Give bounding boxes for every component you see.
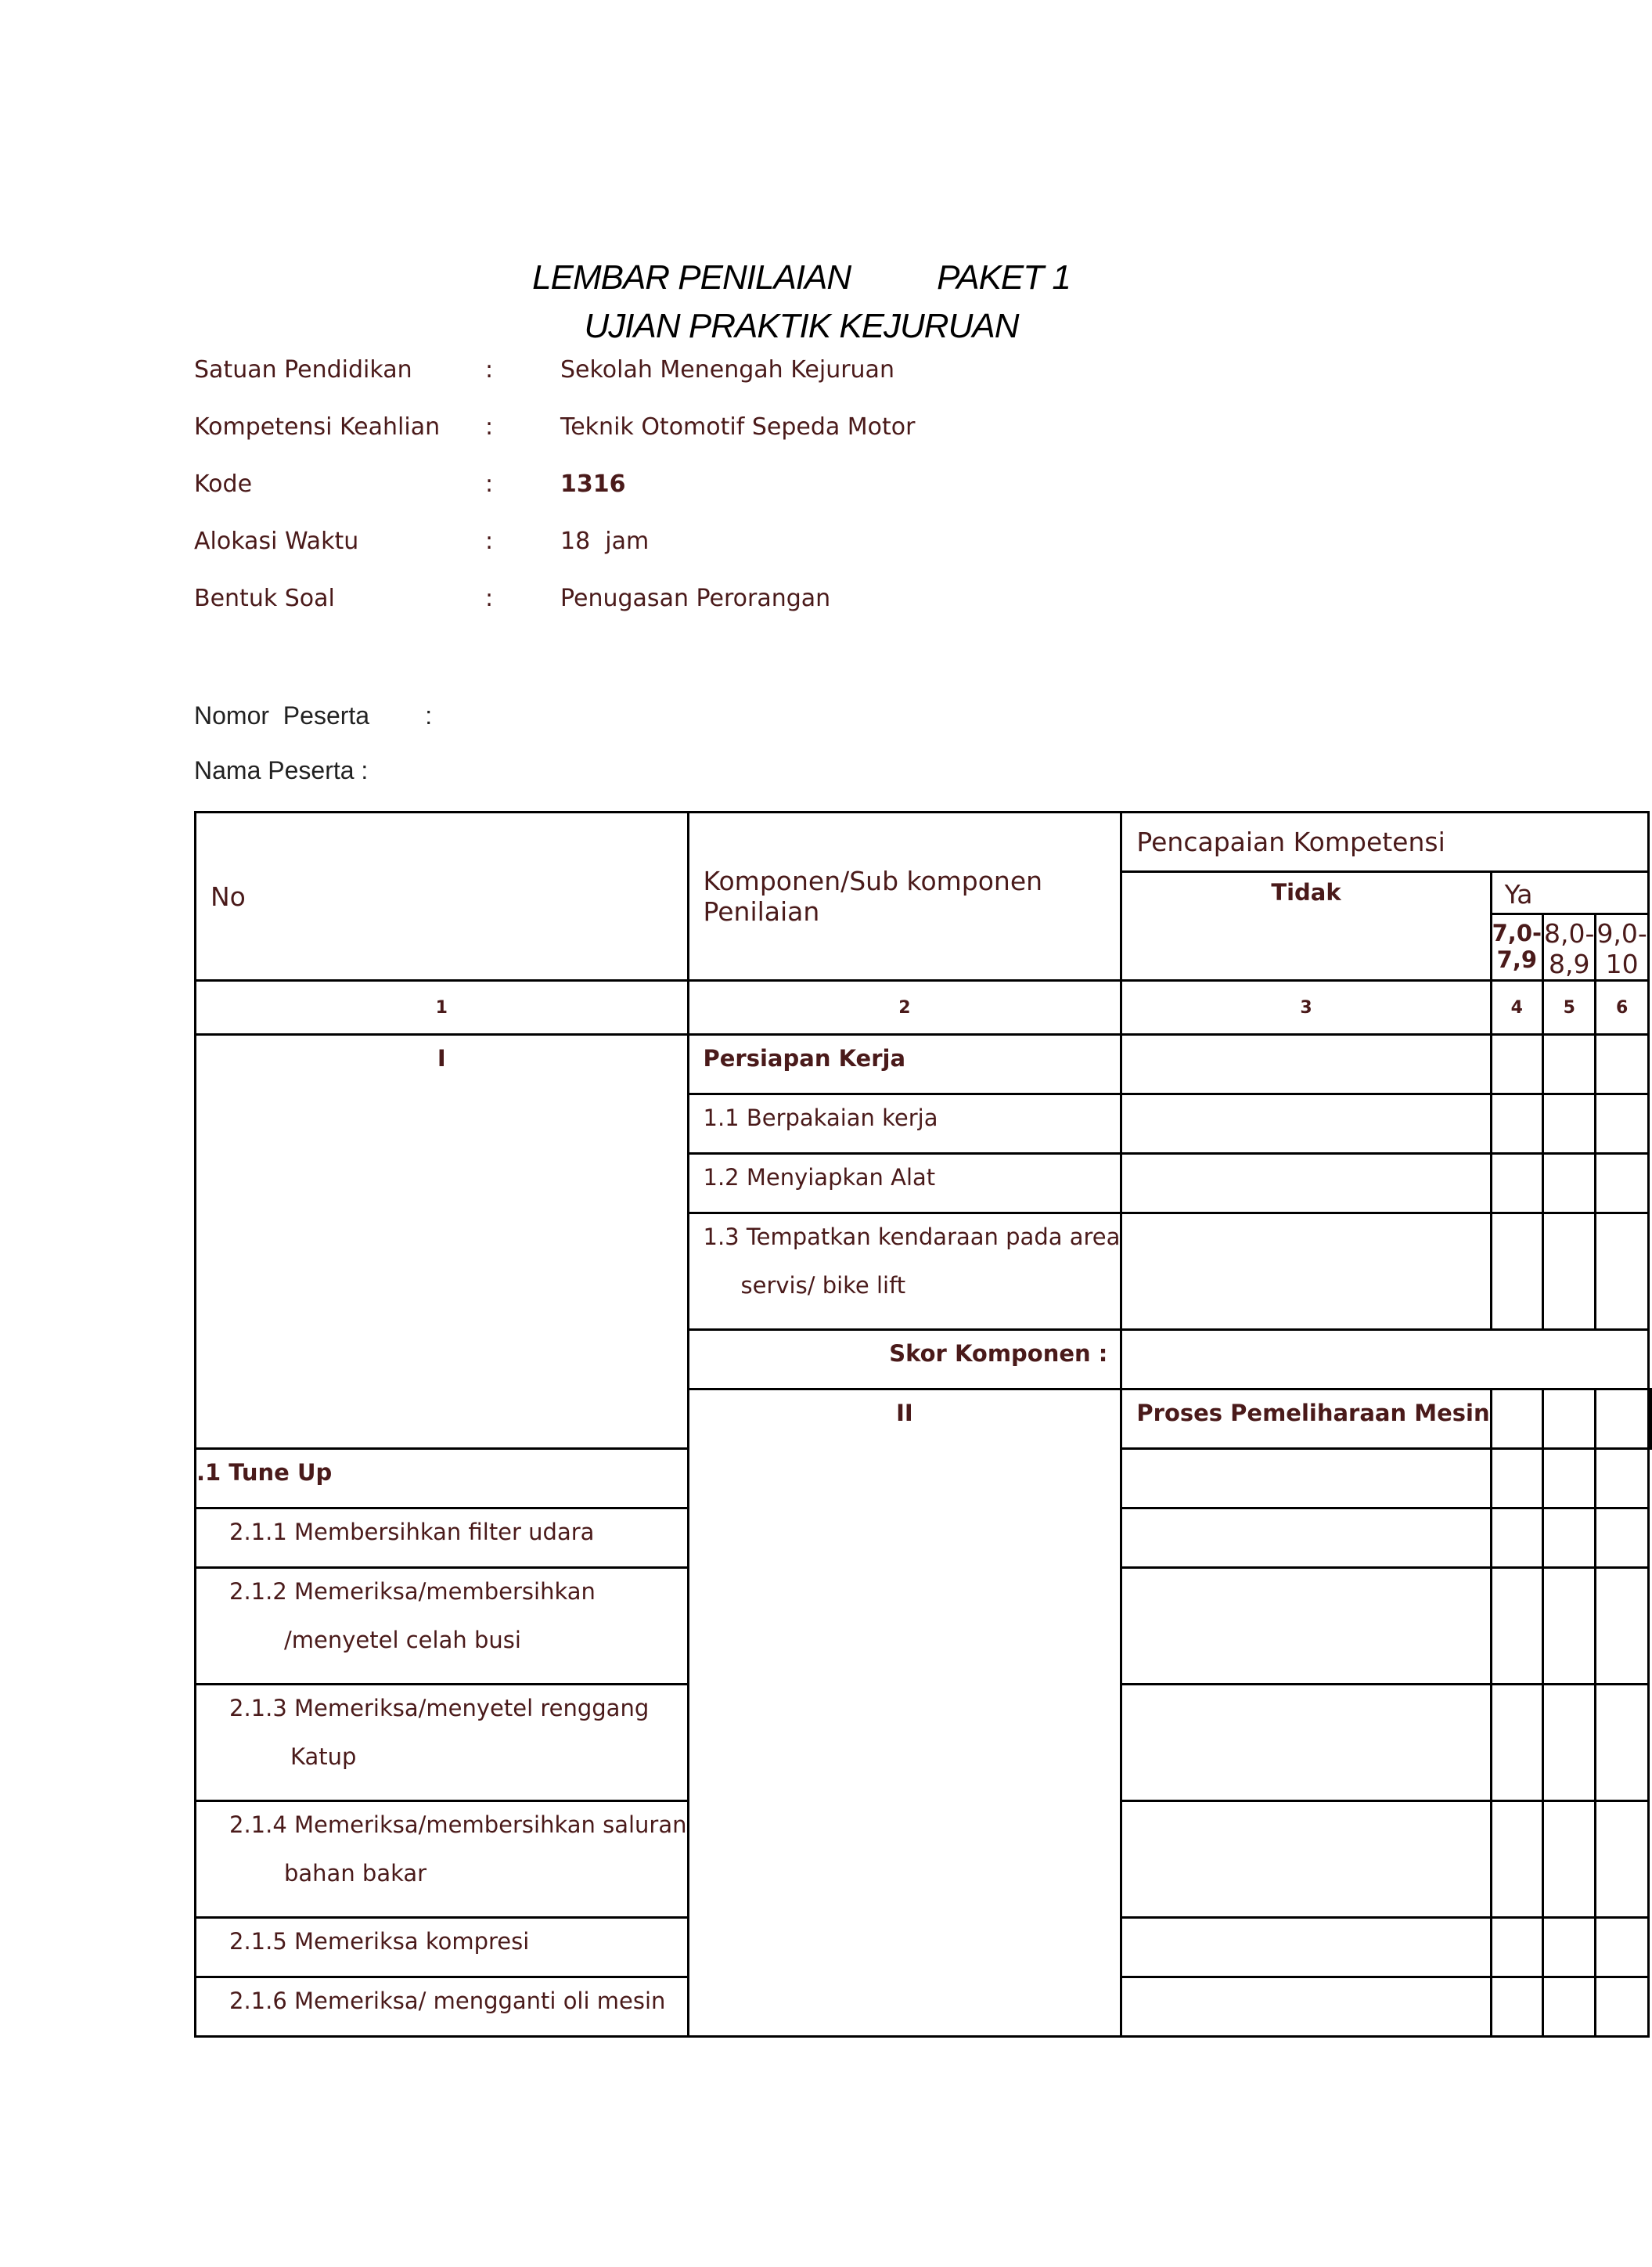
score-cell-tidak[interactable] (1491, 1389, 1542, 1449)
colnum-2: 2 (688, 981, 1121, 1035)
item-label: 2.1.6 Memeriksa/ mengganti oli mesin (196, 1977, 689, 2037)
meta-colon: : (485, 356, 494, 384)
meta-colon: : (485, 585, 494, 612)
nomor-peserta-label: Nomor Peserta : (194, 701, 433, 730)
item-line-2: servis/ bike lift (740, 1272, 906, 1299)
score-cell-8[interactable] (1543, 1801, 1596, 1918)
score-cell-7[interactable] (1491, 1094, 1542, 1154)
section-title: Persiapan Kerja (688, 1035, 1121, 1094)
colnum-5: 5 (1543, 981, 1596, 1035)
score-cell-7[interactable] (1491, 1154, 1542, 1213)
header-no: No (196, 813, 689, 981)
item-label: 1.1 Berpakaian kerja (688, 1094, 1121, 1154)
assessment-table (194, 811, 1652, 2038)
score-cell-7[interactable] (1491, 1977, 1542, 2037)
meta-value: 18 jam (560, 528, 650, 555)
item-line-2: /menyetel celah busi (284, 1627, 521, 1653)
score-cell-tidak[interactable] (1121, 1449, 1491, 1508)
score-cell-tidak[interactable] (1121, 1568, 1491, 1685)
item-label: 2.1.1 Membersihkan filter udara (196, 1508, 689, 1568)
score-cell-9[interactable] (1648, 1389, 1650, 1449)
score-cell-8[interactable] (1543, 1213, 1596, 1330)
meta-value: Penugasan Perorangan (560, 585, 831, 612)
item-label: 1.2 Menyiapkan Alat (688, 1154, 1121, 1213)
subsection-title: .1 Tune Up (196, 1449, 689, 1508)
header-komponen: Komponen/Sub komponen Penilaian (688, 813, 1121, 981)
header-range-3: 9,0-10 (1596, 914, 1648, 981)
score-cell-tidak[interactable] (1121, 1213, 1491, 1330)
skor-komponen-label: Skor Komponen : (688, 1330, 1121, 1389)
section-number: I (196, 1035, 689, 1449)
score-cell-9[interactable] (1596, 1035, 1648, 1094)
score-cell-9[interactable] (1596, 1094, 1648, 1154)
score-cell-8[interactable] (1543, 1568, 1596, 1685)
score-cell-8[interactable] (1543, 1035, 1596, 1094)
score-cell-8[interactable] (1543, 1154, 1596, 1213)
score-cell-9[interactable] (1596, 1449, 1648, 1508)
score-cell-7[interactable] (1491, 1035, 1542, 1094)
meta-label: Kode (194, 470, 253, 498)
score-cell-7[interactable] (1491, 1568, 1542, 1685)
item-label: 2.1.5 Memeriksa kompresi (196, 1918, 689, 1977)
score-cell-tidak[interactable] (1121, 1508, 1491, 1568)
header-ya: Ya (1491, 872, 1648, 914)
score-cell-9[interactable] (1596, 1213, 1648, 1330)
score-cell-9[interactable] (1596, 1801, 1648, 1918)
score-cell-7[interactable] (1491, 1508, 1542, 1568)
score-cell-7[interactable] (1491, 1918, 1542, 1977)
score-cell-9[interactable] (1596, 1508, 1648, 1568)
score-cell-8[interactable] (1596, 1389, 1648, 1449)
title-left: LEMBAR PENILAIAN (532, 258, 851, 297)
meta-value: Teknik Otomotif Sepeda Motor (560, 413, 916, 441)
score-cell-7[interactable] (1491, 1801, 1542, 1918)
item-label (196, 1685, 689, 1801)
score-cell-9[interactable] (1596, 1154, 1648, 1213)
header-pencapaian: Pencapaian Kompetensi (1121, 813, 1648, 872)
item-label (196, 1801, 689, 1918)
header-range-2: 8,0-8,9 (1543, 914, 1596, 981)
item-line-1: 2.1.3 Memeriksa/menyetel renggang (229, 1695, 650, 1721)
item-label (688, 1213, 1121, 1330)
score-cell-8[interactable] (1543, 1094, 1596, 1154)
score-cell-tidak[interactable] (1121, 1801, 1491, 1918)
score-cell-tidak[interactable] (1121, 1094, 1491, 1154)
item-line-1: 1.3 Tempatkan kendaraan pada area (703, 1224, 1121, 1250)
section-number: II (688, 1389, 1121, 2037)
item-line-1: 2.1.2 Memeriksa/membersihkan (229, 1578, 596, 1605)
score-cell-8[interactable] (1543, 1918, 1596, 1977)
meta-label: Bentuk Soal (194, 585, 335, 612)
item-line-2: Katup (290, 1743, 357, 1770)
meta-colon: : (485, 528, 494, 555)
score-cell-9[interactable] (1596, 1568, 1648, 1685)
colnum-4: 4 (1491, 981, 1542, 1035)
meta-colon: : (485, 413, 494, 441)
nama-peserta-label: Nama Peserta : (194, 756, 369, 784)
score-cell-8[interactable] (1543, 1508, 1596, 1568)
item-line-1: 2.1.4 Memeriksa/membersihkan saluran (229, 1811, 687, 1838)
section-title: Proses Pemeliharaan Mesin (1121, 1389, 1491, 1449)
item-label (196, 1568, 689, 1685)
colnum-1: 1 (196, 981, 689, 1035)
score-cell-9[interactable] (1596, 1918, 1648, 1977)
header-range-1: 7,0-7,9 (1491, 914, 1542, 981)
title-paket: PAKET 1 (937, 258, 1071, 297)
score-cell-tidak[interactable] (1121, 1977, 1491, 2037)
meta-value: Sekolah Menengah Kejuruan (560, 356, 894, 384)
meta-label: Satuan Pendidikan (194, 356, 412, 384)
score-cell-9[interactable] (1596, 1977, 1648, 2037)
score-cell-9[interactable] (1596, 1685, 1648, 1801)
meta-label: Kompetensi Keahlian (194, 413, 441, 441)
document-subtitle: UJIAN PRAKTIK KEJURUAN (584, 307, 1019, 345)
table-row (196, 1035, 1651, 1094)
item-line-2: bahan bakar (284, 1860, 427, 1887)
score-cell-7[interactable] (1491, 1213, 1542, 1330)
score-cell-tidak[interactable] (1121, 1918, 1491, 1977)
score-cell-tidak[interactable] (1121, 1685, 1491, 1801)
skor-komponen-value[interactable] (1121, 1330, 1648, 1389)
score-cell-7[interactable] (1491, 1685, 1542, 1801)
score-cell-7[interactable] (1543, 1389, 1596, 1449)
score-cell-7[interactable] (1491, 1449, 1542, 1508)
colnum-3: 3 (1121, 981, 1491, 1035)
document-title (0, 258, 1603, 297)
header-tidak: Tidak (1121, 872, 1491, 981)
score-cell-8[interactable] (1543, 1685, 1596, 1801)
score-cell-tidak[interactable] (1121, 1035, 1491, 1094)
meta-label: Alokasi Waktu (194, 528, 359, 555)
meta-value: 1316 (560, 470, 626, 498)
meta-colon: : (485, 470, 494, 498)
score-cell-8[interactable] (1543, 1977, 1596, 2037)
colnum-6: 6 (1596, 981, 1648, 1035)
score-cell-8[interactable] (1543, 1449, 1596, 1508)
score-cell-tidak[interactable] (1121, 1154, 1491, 1213)
